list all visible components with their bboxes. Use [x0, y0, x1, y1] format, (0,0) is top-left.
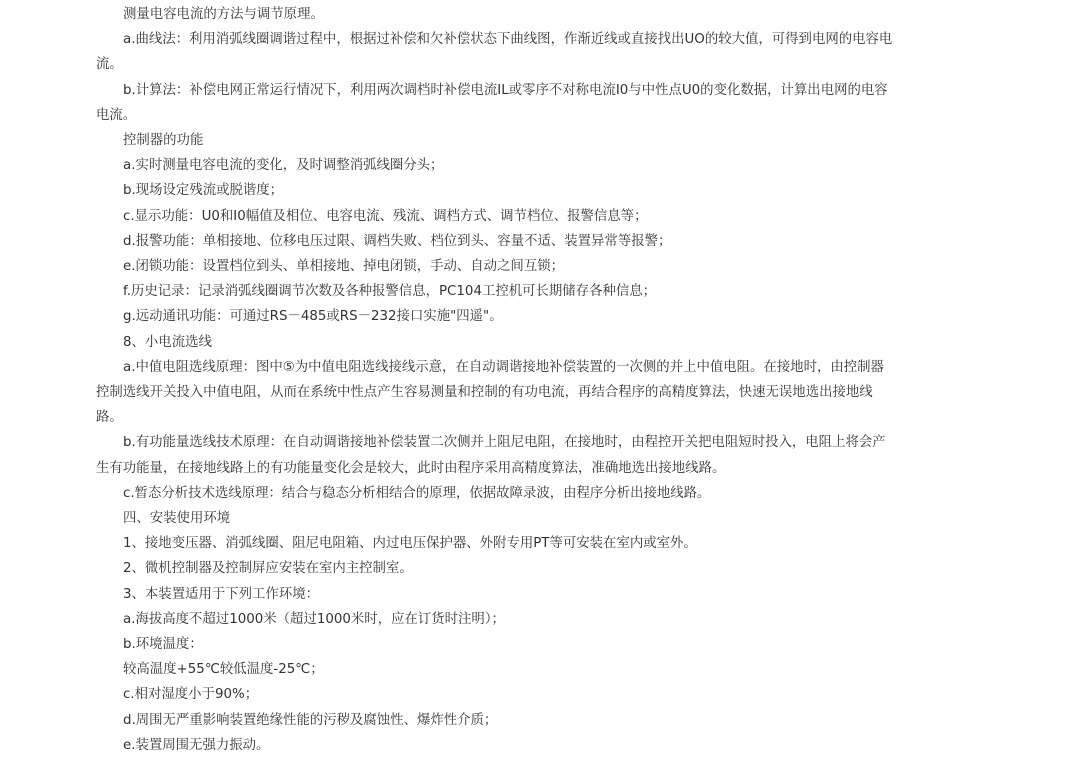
paragraph: c.暂态分析技术选线原理：结合与稳态分析相结合的原理，依据故障录波，由程序分析出接地线路。: [123, 485, 711, 501]
list-item: d.报警功能：单相接地、位移电压过限、调档失败、档位到头、容量不适、装置异常等报警；: [123, 233, 672, 249]
list-item: b.环境温度：: [123, 637, 203, 653]
paragraph: b.有功能量选线技术原理：在自动调谐接地补偿装置二次侧并上阻尼电阻，在接地时，由程控开关把电阻短时投入，电阻上将会产生有功能量，在接地线路上的有功能量变化会是较大，此时由程序采用高精度算法，准确地选出接地线路。: [96, 435, 886, 476]
list-item: 2、微机控制器及控制屏应安装在室内主控制室。: [123, 561, 413, 577]
list-item: c.相对湿度小于90%；: [123, 687, 259, 703]
section-heading: 四、安装使用环境: [123, 511, 231, 527]
list-item: b.现场设定残流或脱谐度；: [123, 183, 284, 199]
section-heading: 控制器的功能: [123, 133, 204, 149]
list-item: c.显示功能：U0和I0幅值及相位、电容电流、残流、调档方式、调节档位、报警信息等；: [123, 208, 648, 224]
list-item: 3、本装置适用于下列工作环境：: [123, 586, 319, 602]
paragraph: a.曲线法：利用消弧线圈调谐过程中，根据过补偿和欠补偿状态下曲线图，作渐近线或直接找出UO的较大值，可得到电网的电容电流。: [96, 32, 893, 73]
list-item: e.装置周围无强力振动。: [123, 737, 270, 753]
list-item: a.海拔高度不超过1000米（超过1000米时，应在订货时注明）；: [123, 611, 505, 627]
list-item: a.实时测量电容电流的变化，及时调整消弧线圈分头；: [123, 158, 444, 174]
list-item: g.远动通讯功能：可通过RS－485或RS－232接口实施"四遥"。: [123, 309, 503, 325]
list-item: 1、接地变压器、消弧线圈、阻尼电阻箱、内过电压保护器、外附专用PT等可安装在室内或室外。: [123, 536, 697, 552]
list-item: f.历史记录：记录消弧线圈调节次数及各种报警信息，PC104工控机可长期储存各种信息；: [123, 284, 657, 300]
paragraph: a.中值电阻选线原理：图中⑤为中值电阻选线接线示意，在自动调谐接地补偿装置的一次侧的并上中值电阻。在接地时，由控制器控制选线开关投入中值电阻，从而在系统中性点产生容易测量和控制的有功电流，再结合程序的高精度算法，快速无误地选出接地线路。: [96, 359, 884, 426]
list-item: d.周围无严重影响装置绝缘性能的污秽及腐蚀性、爆炸性介质；: [123, 712, 498, 728]
list-item: e.闭锁功能：设置档位到头、单相接地、掉电闭锁，手动、自动之间互锁；: [123, 259, 564, 275]
article-body: [96, 2, 896, 758]
list-item: 较高温度+55℃较低温度-25℃；: [123, 662, 324, 678]
section-heading: 8、小电流选线: [123, 334, 212, 350]
paragraph: 测量电容电流的方法与调节原理。: [123, 7, 324, 22]
paragraph: b.计算法：补偿电网正常运行情况下，利用两次调档时补偿电流IL或零序不对称电流I0与中性点U0的变化数据，计算出电网的电容电流。: [96, 82, 888, 123]
